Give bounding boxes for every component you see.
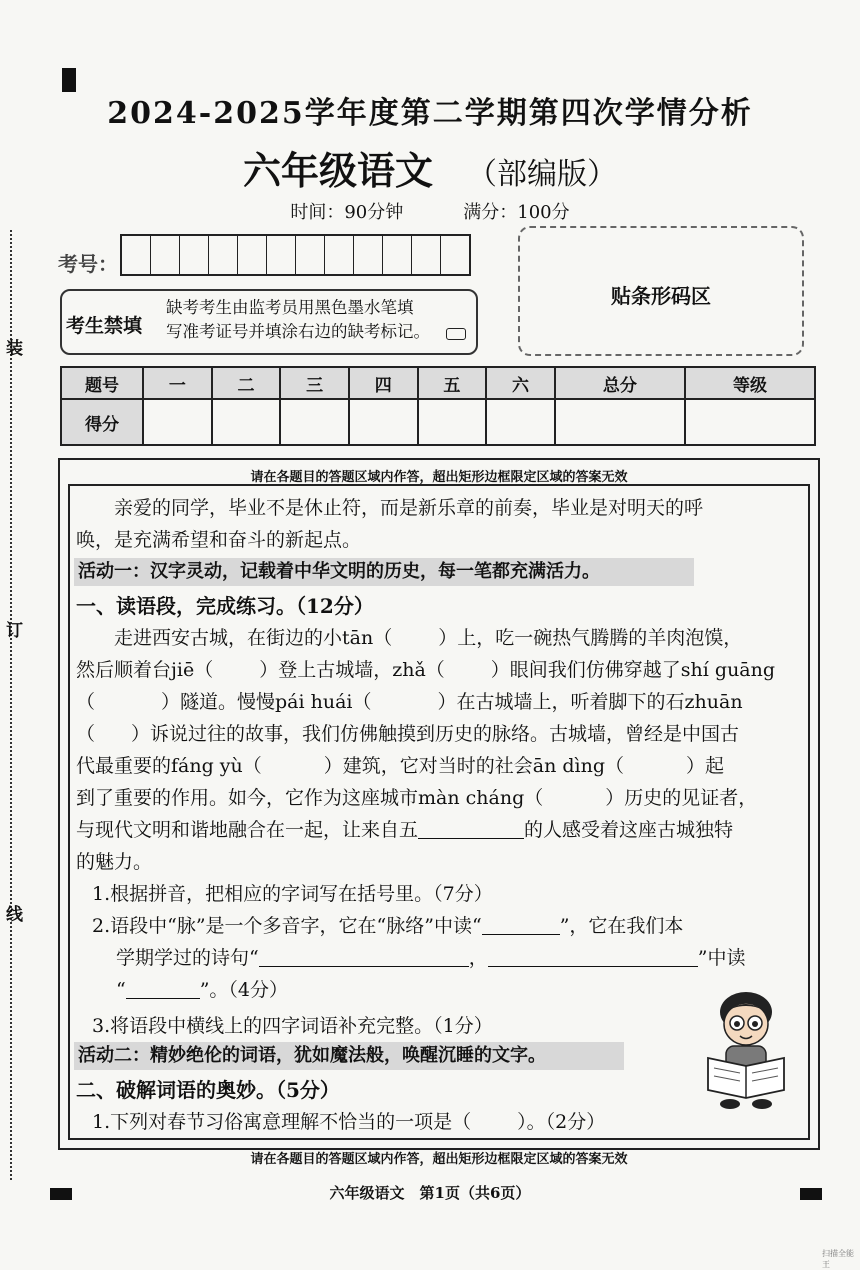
exam-number-cell[interactable] (209, 236, 238, 274)
header-cell: 总分 (555, 367, 685, 399)
exam-number-cell[interactable] (180, 236, 209, 274)
exam-number-cell[interactable] (412, 236, 441, 274)
exam-time: 时间：90分钟 (290, 202, 404, 223)
header-cell: 题号 (61, 367, 143, 399)
binding-char-zhuang: 装 (6, 339, 23, 359)
forbidden-line-1: 缺考考生由监考员用黑色墨水笔填 (166, 298, 414, 317)
exam-number-cell[interactable] (354, 236, 383, 274)
score-row-label: 得分 (61, 399, 143, 445)
edition-label: （部编版） (467, 157, 617, 192)
question-1-1: 1.根据拼音，把相应的字词写在括号里。（7分） (92, 883, 493, 905)
header-cell: 等级 (685, 367, 815, 399)
pronunciation-blank-2[interactable] (126, 978, 200, 999)
activity-1-banner: 活动一：汉字灵动，记载着中华文明的历史，每一笔都充满活力。 (74, 558, 694, 586)
section-1-title: 一、读语段，完成练习。（12分） (76, 594, 374, 618)
header-cell: 四 (349, 367, 418, 399)
passage-line-5: 代最重要的fáng yù（ ）建筑，它对当时的社会ān dìng（ ）起 (76, 755, 725, 777)
header-cell: 二 (212, 367, 281, 399)
section-2-title: 二、破解词语的奥妙。（5分） (76, 1078, 340, 1102)
passage-line-6: 到了重要的作用。如今，它作为这座城市màn cháng（ ）历史的见证者， (76, 787, 758, 809)
score-cell[interactable] (280, 399, 349, 445)
passage-line-8: 的魅力。 (76, 851, 153, 873)
exam-number-cell[interactable] (325, 236, 354, 274)
time-score-line (0, 198, 860, 224)
question-1-3: 3.将语段中横线上的四字词语补充完整。（1分） (92, 1015, 493, 1037)
score-cell[interactable] (685, 399, 815, 445)
score-cell[interactable] (212, 399, 281, 445)
score-cell[interactable] (555, 399, 685, 445)
forbidden-title: 考生禁填 (66, 315, 143, 337)
exam-number-cell[interactable] (296, 236, 325, 274)
binding-char-ding: 订 (6, 621, 23, 641)
intro-line-2: 唤，是充满希望和奋斗的新起点。 (76, 529, 362, 551)
exam-number-cell[interactable] (122, 236, 151, 274)
barcode-label: 贴条形码区 (611, 284, 711, 308)
scanner-watermark: 扫描全能王 (822, 1249, 854, 1269)
passage-line-1: 走进西安古城，在街边的小tān（ ）上，吃一碗热气腾腾的羊肉泡馍， (114, 627, 743, 649)
score-table-header-row (61, 367, 815, 399)
score-cell[interactable] (486, 399, 555, 445)
score-cell[interactable] (143, 399, 212, 445)
boy-reading-illustration (700, 986, 792, 1114)
exam-number-cell[interactable] (238, 236, 267, 274)
answer-notice-top: 请在各题目的答题区域内作答，超出矩形边框限定区域的答案无效 (250, 470, 628, 485)
exam-number-cell[interactable] (441, 236, 469, 274)
poem-blank-2[interactable] (488, 946, 698, 967)
absent-mark-box[interactable] (446, 328, 466, 340)
subject-title (0, 140, 860, 195)
passage-line-7: 与现代文明和谐地融合在一起，让来自五 的人感受着这座古城独特 (76, 819, 734, 841)
question-1-2-line-3: “ ”。（4分） (116, 979, 289, 1001)
header-cell: 五 (418, 367, 487, 399)
passage-line-4: （ ）诉说过往的故事，我们仿佛触摸到历史的脉络。古城墙，曾经是中国古 (76, 723, 740, 745)
forbidden-line-2: 写准考证号并填涂右边的缺考标记。 (166, 322, 430, 341)
question-1-2-line-2: 学期学过的诗句“ ， ”中读 (116, 947, 746, 969)
score-table-score-row (61, 399, 815, 445)
poem-blank-1[interactable] (259, 946, 469, 967)
full-score: 满分：100分 (463, 202, 570, 223)
page-footer: 六年级语文 第1页（共6页） (329, 1184, 531, 1202)
score-cell[interactable] (418, 399, 487, 445)
question-1-2: 2.语段中“脉”是一个多音字，它在“脉络”中读“ ”，它在我们本 (92, 915, 684, 937)
exam-title: 2024-2025学年度第二学期第四次学情分析 (107, 96, 753, 131)
forbidden-instructions (166, 296, 430, 344)
binding-char-xian: 线 (6, 905, 23, 925)
question-2-1: 1.下列对春节习俗寓意理解不恰当的一项是（ ）。（2分） (92, 1111, 606, 1133)
header-cell: 六 (486, 367, 555, 399)
idiom-blank[interactable] (418, 818, 524, 839)
score-table (60, 366, 816, 446)
subject-name: 六年级语文 (242, 148, 433, 193)
score-cell[interactable] (349, 399, 418, 445)
header-cell: 三 (280, 367, 349, 399)
exam-number-cell[interactable] (383, 236, 412, 274)
activity-2-banner: 活动二：精妙绝伦的词语，犹如魔法般，唤醒沉睡的文字。 (74, 1042, 624, 1070)
intro-line-1: 亲爱的同学，毕业不是休止符，而是新乐章的前奏，毕业是对明天的呼 (114, 497, 704, 519)
pronunciation-blank-1[interactable] (482, 914, 560, 935)
exam-number-label: 考号： (58, 252, 118, 276)
passage-line-2: 然后顺着台jiē（ ）登上古城墙，zhǎ（ ）眼间我们仿佛穿越了shí guāng (76, 659, 776, 681)
exam-number-cell[interactable] (151, 236, 180, 274)
header-cell: 一 (143, 367, 212, 399)
passage-line-3: （ ）隧道。慢慢pái huái（ ）在古城墙上，听着脚下的石zhuān (76, 691, 743, 713)
answer-notice-bottom: 请在各题目的答题区域内作答，超出矩形边框限定区域的答案无效 (250, 1152, 628, 1167)
exam-number-grid[interactable] (120, 234, 471, 276)
binding-line (10, 230, 12, 1180)
exam-number-cell[interactable] (267, 236, 296, 274)
